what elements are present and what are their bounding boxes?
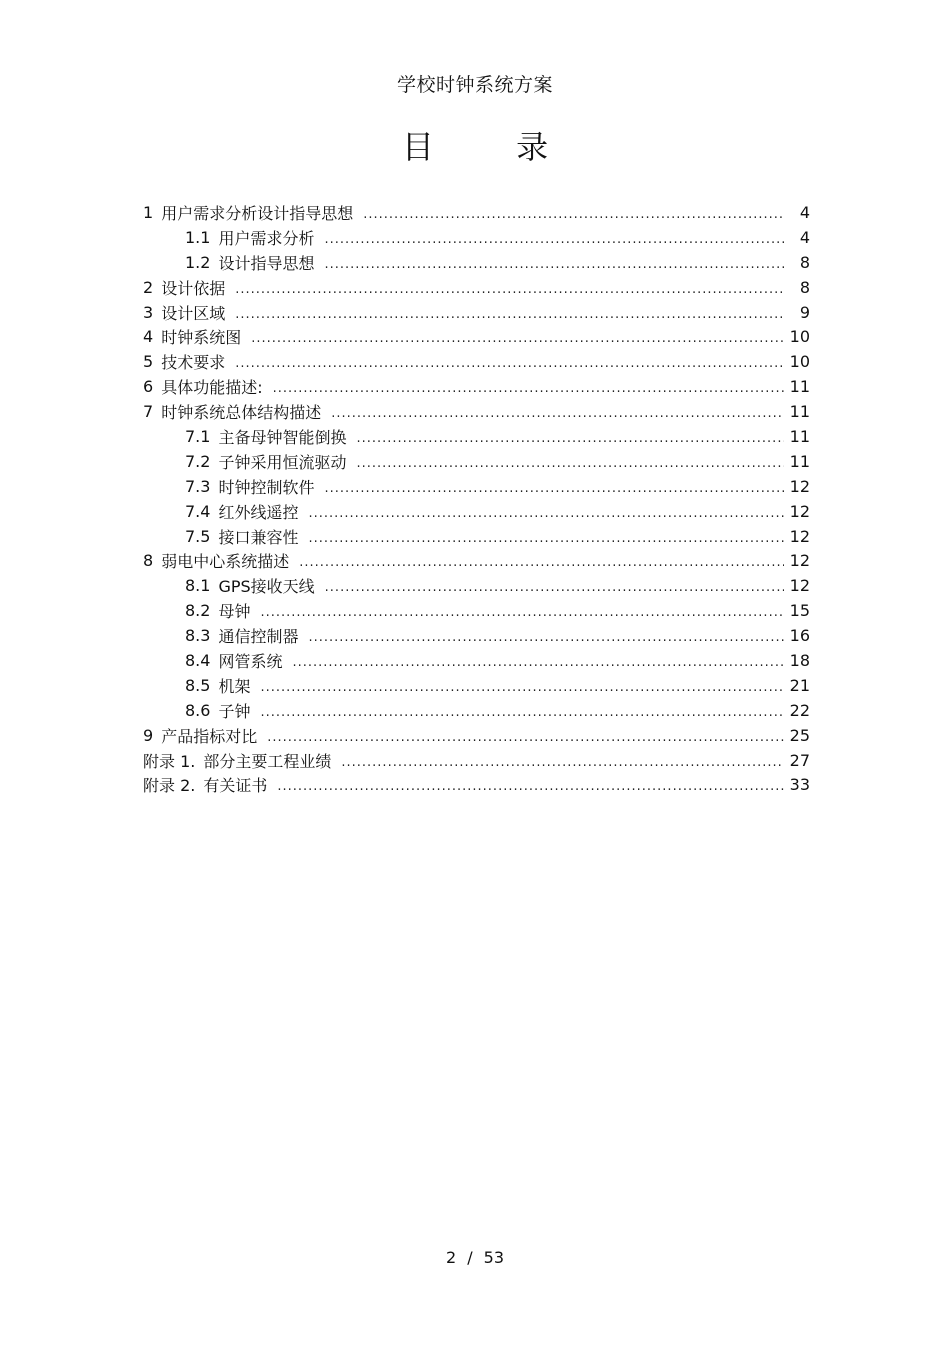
toc-dot-leader	[260, 680, 784, 695]
toc-entry-label: 母钟	[218, 602, 251, 622]
toc-entry[interactable]	[143, 698, 828, 723]
toc-dot-leader	[273, 381, 784, 396]
toc-entry-label: 机架	[218, 676, 251, 696]
toc-entry[interactable]	[143, 399, 828, 424]
toc-dot-leader	[341, 755, 784, 770]
toc-entry-number: 8.4	[185, 650, 211, 670]
toc-dot-leader	[235, 282, 784, 297]
document-header-title: 学校时钟系统方案	[396, 74, 553, 96]
toc-dot-leader	[277, 779, 784, 794]
toc-entry-page: 4	[799, 227, 810, 247]
toc-entry-label: 设计区域	[161, 303, 226, 323]
toc-entry-label: 产品指标对比	[161, 726, 258, 746]
toc-entry-number: 3	[143, 302, 154, 322]
toc-entry-number: 1.2	[185, 252, 211, 272]
toc-entry-number: 2	[143, 277, 154, 297]
toc-entry-page: 11	[789, 426, 810, 446]
toc-entry-label: 设计指导思想	[218, 253, 315, 273]
toc-entry-number: 4	[143, 327, 154, 347]
toc-entry-number: 8.1	[185, 576, 211, 596]
toc-entry[interactable]	[143, 623, 828, 648]
toc-dot-leader	[260, 705, 784, 720]
toc-dot-leader	[324, 257, 784, 272]
toc-dot-leader	[235, 356, 784, 371]
toc-dot-leader	[356, 456, 784, 471]
toc-entry-page: 16	[789, 626, 810, 646]
toc-entry[interactable]	[143, 598, 828, 623]
toc-entry[interactable]	[143, 548, 828, 573]
toc-entry[interactable]	[143, 424, 828, 449]
toc-entry[interactable]	[143, 200, 828, 225]
toc-entry-number: 7.1	[185, 426, 211, 446]
toc-heading: 目 录	[401, 128, 585, 166]
toc-entry-label: 技术要求	[161, 353, 226, 373]
toc-entry-label: 通信控制器	[218, 627, 299, 647]
toc-dot-leader	[267, 730, 784, 745]
toc-entry[interactable]	[143, 474, 828, 499]
toc-entry-label: 设计依据	[161, 278, 226, 298]
toc-entry-page: 12	[789, 501, 810, 521]
toc-entry-label: 子钟采用恒流驱动	[218, 452, 347, 472]
toc-dot-leader	[292, 655, 784, 670]
toc-entry[interactable]	[143, 349, 828, 374]
toc-entry-number: 1.1	[185, 227, 211, 247]
toc-dot-leader	[299, 555, 784, 570]
toc-entry-page: 11	[789, 451, 810, 471]
toc-entry[interactable]	[143, 573, 828, 598]
toc-entry-label: 网管系统	[218, 651, 283, 671]
toc-entry-page: 9	[799, 302, 810, 322]
toc-entry-page: 12	[789, 476, 810, 496]
toc-entry-number: 9	[143, 725, 154, 745]
toc-dot-leader	[324, 481, 784, 496]
toc-entry[interactable]	[143, 449, 828, 474]
toc-entry-label: 弱电中心系统描述	[161, 552, 290, 572]
toc-entry-page: 27	[789, 750, 810, 770]
toc-entry-page: 4	[799, 202, 810, 222]
toc-entry-number: 5	[143, 352, 154, 372]
toc-dot-leader	[324, 232, 784, 247]
toc-entry-page: 21	[789, 675, 810, 695]
toc-entry-page: 22	[789, 700, 810, 720]
toc-entry-number: 8.6	[185, 700, 211, 720]
toc-dot-leader	[235, 307, 784, 322]
toc-entry[interactable]	[143, 748, 828, 773]
toc-dot-leader	[325, 580, 784, 595]
toc-entry[interactable]	[143, 524, 828, 549]
toc-entry-number: 附录 1.	[143, 751, 196, 771]
toc-entry-label: 时钟控制软件	[218, 477, 315, 497]
toc-entry-number: 7.3	[185, 476, 211, 496]
toc-entry-label: 接口兼容性	[218, 527, 299, 547]
toc-entry-page: 25	[789, 725, 810, 745]
toc-dot-leader	[356, 431, 784, 446]
toc-entry-label: 具体功能描述:	[161, 378, 263, 398]
toc-entry[interactable]	[143, 324, 828, 349]
toc-dot-leader	[308, 531, 784, 546]
toc-entry-page: 12	[789, 576, 810, 596]
table-of-contents	[143, 200, 828, 797]
toc-dot-leader	[331, 406, 784, 421]
toc-entry[interactable]	[143, 499, 828, 524]
toc-entry-page: 8	[799, 252, 810, 272]
toc-entry-label: 用户需求分析	[218, 228, 315, 248]
toc-entry[interactable]	[143, 300, 828, 325]
toc-entry[interactable]	[143, 275, 828, 300]
toc-entry-label: 部分主要工程业绩	[203, 751, 332, 771]
toc-entry-number: 7.5	[185, 526, 211, 546]
page-number: 2 / 53	[445, 1248, 505, 1267]
toc-entry[interactable]	[143, 723, 828, 748]
toc-entry[interactable]	[143, 648, 828, 673]
toc-dot-leader	[251, 331, 784, 346]
toc-dot-leader	[260, 605, 784, 620]
toc-entry-page: 18	[789, 650, 810, 670]
toc-dot-leader	[363, 207, 784, 222]
toc-entry-number: 8.2	[185, 601, 211, 621]
toc-entry-page: 11	[789, 377, 810, 397]
toc-entry[interactable]	[143, 772, 828, 797]
toc-entry-page: 15	[789, 601, 810, 621]
toc-entry-number: 7	[143, 402, 154, 422]
toc-entry-page: 11	[789, 402, 810, 422]
toc-entry-page: 10	[789, 352, 810, 372]
toc-entry-number: 附录 2.	[143, 776, 196, 796]
toc-entry-page: 8	[799, 277, 810, 297]
toc-dot-leader	[308, 630, 784, 645]
toc-entry[interactable]	[143, 673, 828, 698]
toc-entry-label: 有关证书	[203, 776, 268, 796]
toc-entry-number: 1	[143, 202, 154, 222]
toc-entry-number: 8.5	[185, 675, 211, 695]
toc-dot-leader	[308, 506, 784, 521]
toc-entry-page: 12	[789, 526, 810, 546]
toc-entry-label: 子钟	[218, 701, 251, 721]
toc-entry-number: 7.4	[185, 501, 211, 521]
toc-entry[interactable]	[143, 225, 828, 250]
toc-entry-number: 8.3	[185, 626, 211, 646]
toc-entry[interactable]	[143, 250, 828, 275]
toc-entry-page: 12	[789, 551, 810, 571]
toc-entry[interactable]	[143, 374, 828, 399]
toc-entry-page: 10	[789, 327, 810, 347]
toc-entry-page: 33	[789, 775, 810, 795]
toc-entry-number: 8	[143, 551, 154, 571]
toc-entry-label: 主备母钟智能倒换	[218, 427, 347, 447]
toc-entry-label: 用户需求分析设计指导思想	[161, 203, 354, 223]
toc-entry-label: GPS接收天线	[218, 577, 315, 597]
toc-entry-number: 7.2	[185, 451, 211, 471]
toc-entry-label: 时钟系统图	[161, 328, 242, 348]
toc-entry-number: 6	[143, 377, 154, 397]
toc-entry-label: 红外线遥控	[218, 502, 299, 522]
toc-entry-label: 时钟系统总体结构描述	[161, 403, 322, 423]
